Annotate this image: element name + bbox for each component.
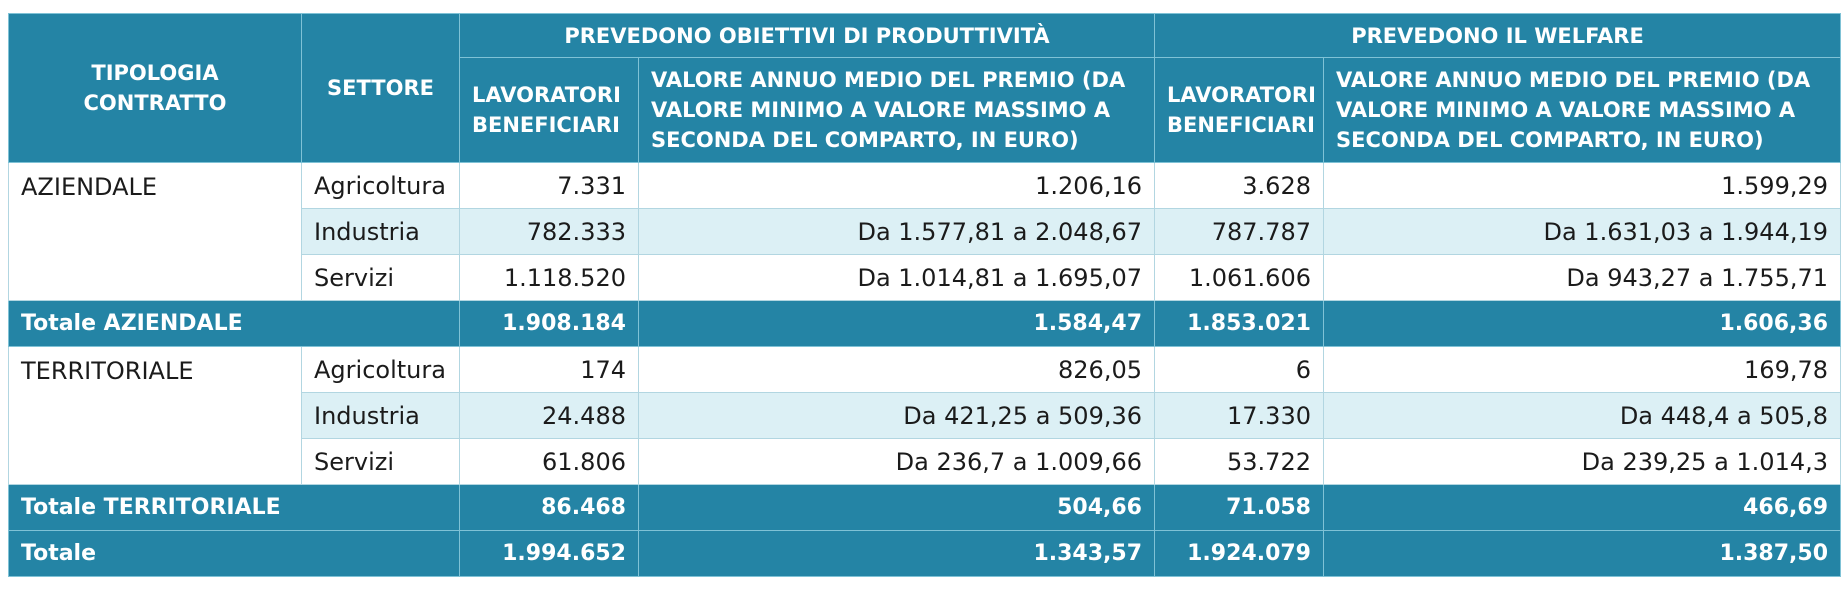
prod-valore-cell: Da 236,7 a 1.009,66 bbox=[639, 439, 1155, 485]
header-lavoratori-welfare: LAVORATORI BENEFICIARI bbox=[1155, 58, 1324, 163]
header-lavoratori-produttivita: LAVORATORI BENEFICIARI bbox=[460, 58, 639, 163]
prod-lavoratori-cell: 61.806 bbox=[460, 439, 639, 485]
welf-valore-total: 1.387,50 bbox=[1324, 531, 1841, 577]
welf-lavoratori-total: 1.924.079 bbox=[1155, 531, 1324, 577]
welf-lavoratori-cell: 787.787 bbox=[1155, 209, 1324, 255]
header-tipologia: TIPOLOGIA CONTRATTO bbox=[9, 14, 302, 163]
welf-valore-cell: 169,78 bbox=[1324, 347, 1841, 393]
header-valore-produttivita: VALORE ANNUO MEDIO DEL PREMIO (DA VALORE MINIMO A VALORE MASSIMO A SECONDA DEL COMPARTO, IN EURO) bbox=[639, 58, 1155, 163]
header-valore-welfare: VALORE ANNUO MEDIO DEL PREMIO (DA VALORE MINIMO A VALORE MASSIMO A SECONDA DEL COMPARTO, IN EURO) bbox=[1324, 58, 1841, 163]
total-row-territoriale bbox=[9, 485, 1841, 531]
total-label: Totale bbox=[9, 531, 460, 577]
settore-cell: Industria bbox=[302, 393, 460, 439]
total-label: Totale AZIENDALE bbox=[9, 301, 460, 347]
prod-valore-cell: Da 1.014,81 a 1.695,07 bbox=[639, 255, 1155, 301]
settore-cell: Agricoltura bbox=[302, 347, 460, 393]
welf-lavoratori-cell: 3.628 bbox=[1155, 163, 1324, 209]
header-group-welfare: PREVEDONO IL WELFARE bbox=[1155, 14, 1841, 58]
header-settore: SETTORE bbox=[302, 14, 460, 163]
category-territoriale: TERRITORIALE bbox=[9, 347, 302, 485]
welf-valore-cell: Da 1.631,03 a 1.944,19 bbox=[1324, 209, 1841, 255]
settore-cell: Agricoltura bbox=[302, 163, 460, 209]
prod-valore-cell: 1.206,16 bbox=[639, 163, 1155, 209]
total-row-aziendale bbox=[9, 301, 1841, 347]
prod-valore-cell: 826,05 bbox=[639, 347, 1155, 393]
header-group-produttivita: PREVEDONO OBIETTIVI DI PRODUTTIVITÀ bbox=[460, 14, 1155, 58]
table-row bbox=[9, 347, 1841, 393]
grand-total-row bbox=[9, 531, 1841, 577]
settore-cell: Industria bbox=[302, 209, 460, 255]
prod-lavoratori-cell: 782.333 bbox=[460, 209, 639, 255]
prod-lavoratori-total: 1.994.652 bbox=[460, 531, 639, 577]
prod-lavoratori-cell: 1.118.520 bbox=[460, 255, 639, 301]
prod-lavoratori-cell: 24.488 bbox=[460, 393, 639, 439]
prod-valore-total: 1.343,57 bbox=[639, 531, 1155, 577]
welf-valore-total: 466,69 bbox=[1324, 485, 1841, 531]
settore-cell: Servizi bbox=[302, 439, 460, 485]
welf-lavoratori-cell: 17.330 bbox=[1155, 393, 1324, 439]
welf-lavoratori-total: 71.058 bbox=[1155, 485, 1324, 531]
welf-lavoratori-total: 1.853.021 bbox=[1155, 301, 1324, 347]
table-row bbox=[9, 163, 1841, 209]
welf-lavoratori-cell: 6 bbox=[1155, 347, 1324, 393]
prod-lavoratori-cell: 7.331 bbox=[460, 163, 639, 209]
prod-valore-cell: Da 421,25 a 509,36 bbox=[639, 393, 1155, 439]
welf-lavoratori-cell: 1.061.606 bbox=[1155, 255, 1324, 301]
welf-valore-cell: Da 943,27 a 1.755,71 bbox=[1324, 255, 1841, 301]
contratti-table bbox=[8, 13, 1841, 577]
prod-lavoratori-total: 86.468 bbox=[460, 485, 639, 531]
prod-lavoratori-total: 1.908.184 bbox=[460, 301, 639, 347]
welf-lavoratori-cell: 53.722 bbox=[1155, 439, 1324, 485]
welf-valore-cell: 1.599,29 bbox=[1324, 163, 1841, 209]
welf-valore-total: 1.606,36 bbox=[1324, 301, 1841, 347]
category-aziendale: AZIENDALE bbox=[9, 163, 302, 301]
welf-valore-cell: Da 239,25 a 1.014,3 bbox=[1324, 439, 1841, 485]
prod-valore-cell: Da 1.577,81 a 2.048,67 bbox=[639, 209, 1155, 255]
prod-valore-total: 504,66 bbox=[639, 485, 1155, 531]
prod-lavoratori-cell: 174 bbox=[460, 347, 639, 393]
total-label: Totale TERRITORIALE bbox=[9, 485, 460, 531]
settore-cell: Servizi bbox=[302, 255, 460, 301]
welf-valore-cell: Da 448,4 a 505,8 bbox=[1324, 393, 1841, 439]
prod-valore-total: 1.584,47 bbox=[639, 301, 1155, 347]
